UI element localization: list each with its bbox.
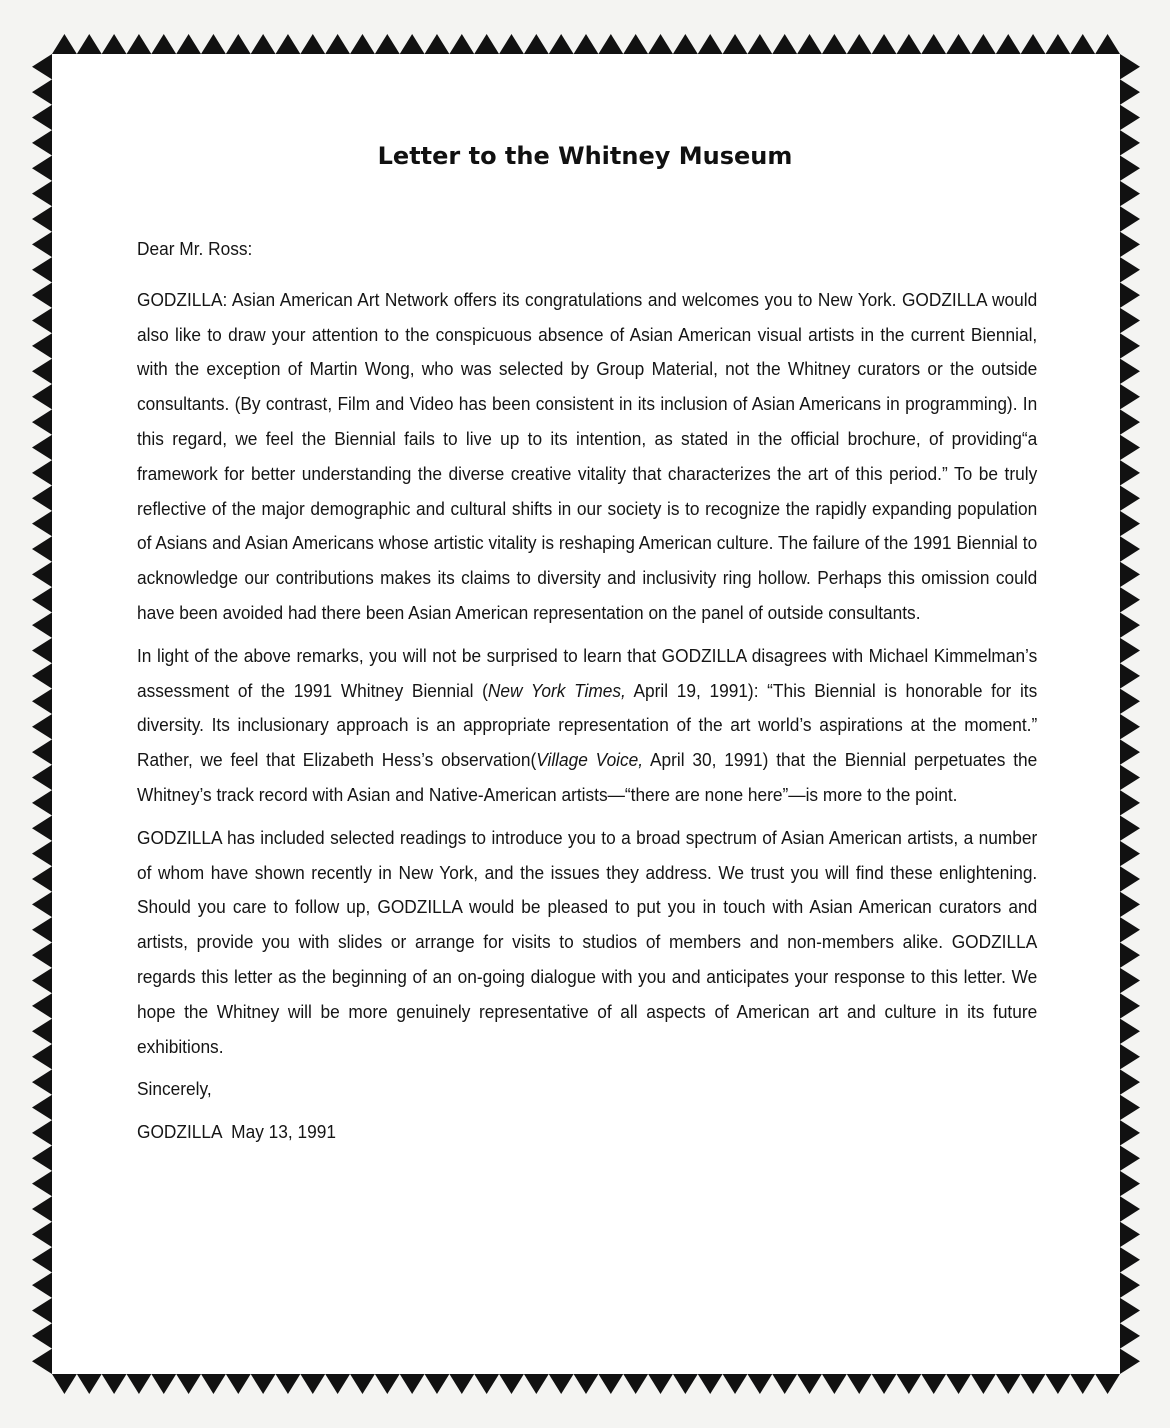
border-triangle	[151, 34, 176, 54]
border-triangle	[32, 384, 52, 409]
italic-citation: New York Times,	[487, 679, 626, 701]
border-triangle	[1120, 816, 1140, 841]
border-triangle	[598, 34, 623, 54]
border-triangle	[822, 1374, 847, 1394]
border-triangle	[1120, 257, 1140, 282]
border-triangle	[32, 1019, 52, 1044]
border-triangle	[598, 1374, 623, 1394]
border-triangle	[1120, 1019, 1140, 1044]
border-triangle	[747, 1374, 772, 1394]
border-triangle	[32, 1222, 52, 1247]
paragraph-text: In light of the above remarks, you will not be surprised to learn that GODZILLA disagrees with Michael Kimmelman’s assessment of the 1991 Whitney Biennial (	[137, 644, 1038, 701]
border-triangle	[32, 181, 52, 206]
border-triangle	[1120, 1069, 1140, 1094]
border-triangle	[896, 34, 921, 54]
border-triangle	[350, 1374, 375, 1394]
border-triangle	[176, 1374, 201, 1394]
paragraph-text: April 19, 1991): “This Biennial is honorable for its diversity. Its inclusionary approach is an appropriate representation of the art world’s aspirations at the moment.” Rather, we feel that Elizabeth Hess’s observation(	[137, 679, 1038, 771]
border-triangle	[32, 790, 52, 815]
border-triangle	[226, 1374, 251, 1394]
border-triangle	[921, 1374, 946, 1394]
border-triangle	[276, 1374, 301, 1394]
border-triangle	[449, 34, 474, 54]
paragraph-text: GODZILLA: Asian American Art Network offers its congratulations and welcomes you to New York. GODZILLA would also like to draw your attention to the conspicuous absence of Asian American visual artists in the current Biennial, with the exception of Martin Wong, who was selected by Group Material, not the Whitney curators or the outside consultants. (By contrast, Film and Video has been consistent in its inclusion of Asian Americans in programming). In this regard, we feel the Biennial fails to live up to its intention, as stated in the official brochure, of providing“a framework for better understanding the diverse creative vitality that characterizes the art of this period.” To be truly reflective of the major demographic and cultural shifts in our society is to recognize the rapidly expanding population of Asians and Asian Americans whose artistic vitality is reshaping American culture. The failure of the 1991 Biennial to acknowledge our contributions makes its claims to diversity and inclusivity ring hollow. Perhaps this omission could have been avoided had there been Asian American representation on the panel of outside consultants.	[137, 288, 1038, 623]
border-triangle	[176, 34, 201, 54]
border-triangle	[797, 1374, 822, 1394]
border-triangle	[32, 232, 52, 257]
border-triangle	[77, 1374, 102, 1394]
border-triangle	[1120, 689, 1140, 714]
border-triangle	[102, 1374, 127, 1394]
border-triangle	[1120, 1298, 1140, 1323]
border-triangle	[1120, 866, 1140, 891]
border-triangle	[276, 34, 301, 54]
border-triangle	[673, 1374, 698, 1394]
border-triangle	[1120, 765, 1140, 790]
closing: Sincerely,	[137, 1078, 212, 1100]
border-triangle	[32, 1171, 52, 1196]
border-triangle	[1120, 587, 1140, 612]
border-triangle	[102, 34, 127, 54]
border-triangle	[32, 612, 52, 637]
border-triangle	[1120, 105, 1140, 130]
paragraph-2	[137, 639, 1037, 813]
paragraph-3	[137, 821, 1037, 1065]
border-triangle	[32, 435, 52, 460]
border-triangle	[425, 34, 450, 54]
border-triangle	[32, 841, 52, 866]
border-triangle	[474, 34, 499, 54]
border-triangle	[32, 1069, 52, 1094]
border-triangle	[300, 1374, 325, 1394]
border-triangle	[1120, 612, 1140, 637]
border-triangle	[772, 1374, 797, 1394]
border-triangle	[1120, 968, 1140, 993]
letter-body	[137, 232, 1037, 1158]
border-triangle	[300, 34, 325, 54]
border-triangle	[32, 54, 52, 79]
border-triangle	[1120, 359, 1140, 384]
border-triangle	[747, 34, 772, 54]
border-triangle	[32, 105, 52, 130]
border-triangle	[400, 34, 425, 54]
border-triangle	[1120, 282, 1140, 307]
border-triangle	[623, 34, 648, 54]
border-triangle	[1120, 562, 1140, 587]
border-triangle	[32, 1247, 52, 1272]
border-triangle	[1120, 435, 1140, 460]
border-triangle	[1120, 308, 1140, 333]
border-triangle	[32, 942, 52, 967]
border-triangle	[1120, 1095, 1140, 1120]
border-triangle	[723, 34, 748, 54]
border-triangle	[32, 739, 52, 764]
border-triangle	[723, 1374, 748, 1394]
border-triangle	[1095, 34, 1120, 54]
border-triangle	[32, 1196, 52, 1221]
border-triangle	[1120, 536, 1140, 561]
border-triangle	[474, 1374, 499, 1394]
border-triangle	[1045, 34, 1070, 54]
border-triangle	[32, 257, 52, 282]
border-triangle	[1120, 511, 1140, 536]
border-triangle	[32, 1146, 52, 1171]
border-triangle	[1120, 181, 1140, 206]
border-triangle	[648, 1374, 673, 1394]
border-triangle	[151, 1374, 176, 1394]
border-triangle	[32, 359, 52, 384]
border-triangle	[1120, 1222, 1140, 1247]
border-triangle	[251, 1374, 276, 1394]
border-triangle	[32, 892, 52, 917]
border-triangle	[1070, 1374, 1095, 1394]
border-triangle	[1120, 232, 1140, 257]
border-triangle	[325, 1374, 350, 1394]
border-triangle	[847, 1374, 872, 1394]
border-triangle	[574, 34, 599, 54]
border-triangle	[896, 1374, 921, 1394]
border-triangle	[32, 562, 52, 587]
border-triangle	[32, 486, 52, 511]
border-triangle	[226, 34, 251, 54]
border-triangle	[32, 206, 52, 231]
border-triangle	[1120, 1323, 1140, 1348]
border-triangle	[1120, 54, 1140, 79]
border-triangle	[32, 79, 52, 104]
border-triangle	[449, 1374, 474, 1394]
border-triangle	[872, 1374, 897, 1394]
border-triangle	[772, 34, 797, 54]
border-triangle	[1120, 993, 1140, 1018]
paragraph-text: April 30, 1991) that the Biennial perpetuates the Whitney’s track record with Asian and Native-American artists—“there are none here”—is more to the point.	[137, 749, 1038, 805]
border-triangle	[499, 34, 524, 54]
border-triangle	[32, 1095, 52, 1120]
border-triangle	[32, 308, 52, 333]
border-triangle	[32, 511, 52, 536]
border-triangle	[127, 34, 152, 54]
border-triangle	[1120, 841, 1140, 866]
border-triangle	[872, 34, 897, 54]
border-triangle	[1120, 1272, 1140, 1297]
border-triangle	[32, 1298, 52, 1323]
border-triangle	[375, 1374, 400, 1394]
border-triangle	[1120, 663, 1140, 688]
paragraph-text: GODZILLA has included selected readings to introduce you to a broad spectrum of Asian American artists, a number of whom have shown recently in New York, and the issues they address. We trust you will find these enlightening. Should you care to follow up, GODZILLA would be pleased to put you in touch with Asian American curators and artists, provide you with slides or arrange for visits to studios of members and non-members alike. GODZILLA regards this letter as the beginning of an on-going dialogue with you and anticipates your response to this letter. We hope the Whitney will be more genuinely representative of all aspects of American art and culture in its future exhibitions.	[137, 826, 1038, 1057]
border-triangle	[946, 1374, 971, 1394]
border-triangle	[996, 1374, 1021, 1394]
border-triangle	[32, 1044, 52, 1069]
border-triangle	[1120, 409, 1140, 434]
border-triangle	[1120, 1120, 1140, 1145]
border-triangle	[1021, 34, 1046, 54]
border-triangle	[32, 460, 52, 485]
border-triangle	[1120, 1247, 1140, 1272]
border-triangle	[1120, 486, 1140, 511]
border-triangle	[574, 1374, 599, 1394]
border-triangle	[52, 34, 77, 54]
border-triangle	[32, 282, 52, 307]
border-triangle	[32, 1272, 52, 1297]
border-triangle	[648, 34, 673, 54]
border-triangle	[32, 968, 52, 993]
border-triangle	[32, 993, 52, 1018]
border-triangle	[32, 536, 52, 561]
border-triangle	[1120, 1146, 1140, 1171]
border-triangle	[797, 34, 822, 54]
border-triangle	[822, 34, 847, 54]
border-triangle	[698, 34, 723, 54]
border-triangle	[1070, 34, 1095, 54]
border-triangle	[1120, 79, 1140, 104]
border-triangle	[32, 663, 52, 688]
border-triangle	[1120, 739, 1140, 764]
border-triangle	[425, 1374, 450, 1394]
border-triangle	[549, 34, 574, 54]
border-triangle	[847, 34, 872, 54]
signature: GODZILLA May 13, 1991	[137, 1121, 336, 1143]
border-triangle	[921, 34, 946, 54]
border-triangle	[1120, 790, 1140, 815]
border-triangle	[1120, 1044, 1140, 1069]
salutation: Dear Mr. Ross:	[137, 238, 253, 259]
border-triangle	[524, 1374, 549, 1394]
border-triangle	[1120, 333, 1140, 358]
border-triangle	[1045, 1374, 1070, 1394]
italic-citation: Village Voice,	[536, 749, 644, 771]
border-triangle	[201, 1374, 226, 1394]
border-triangle	[971, 1374, 996, 1394]
border-triangle	[32, 1349, 52, 1374]
border-triangle	[32, 917, 52, 942]
border-triangle	[1095, 1374, 1120, 1394]
border-triangle	[1120, 1171, 1140, 1196]
border-triangle	[1120, 384, 1140, 409]
border-triangle	[623, 1374, 648, 1394]
border-triangle	[32, 587, 52, 612]
border-triangle	[127, 1374, 152, 1394]
border-triangle	[32, 1120, 52, 1145]
border-triangle	[1120, 942, 1140, 967]
border-triangle	[1120, 1196, 1140, 1221]
border-triangle	[201, 34, 226, 54]
border-triangle	[350, 34, 375, 54]
border-triangle	[971, 34, 996, 54]
border-triangle	[375, 34, 400, 54]
border-triangle	[1120, 638, 1140, 663]
paragraph-1	[137, 283, 1037, 631]
border-triangle	[1120, 460, 1140, 485]
border-triangle	[996, 34, 1021, 54]
border-triangle	[1120, 714, 1140, 739]
border-triangle	[32, 866, 52, 891]
border-triangle	[32, 409, 52, 434]
border-triangle	[251, 34, 276, 54]
border-triangle	[946, 34, 971, 54]
border-triangle	[325, 34, 350, 54]
border-triangle	[524, 34, 549, 54]
border-triangle	[32, 714, 52, 739]
border-triangle	[32, 765, 52, 790]
border-triangle	[1120, 1349, 1140, 1374]
border-triangle	[32, 689, 52, 714]
border-triangle	[52, 1374, 77, 1394]
border-triangle	[698, 1374, 723, 1394]
border-triangle	[1120, 206, 1140, 231]
border-triangle	[499, 1374, 524, 1394]
border-triangle	[400, 1374, 425, 1394]
border-triangle	[549, 1374, 574, 1394]
border-triangle	[673, 34, 698, 54]
border-triangle	[32, 638, 52, 663]
letter-title: Letter to the Whitney Museum	[377, 142, 793, 170]
border-triangle	[32, 1323, 52, 1348]
border-triangle	[1120, 917, 1140, 942]
border-triangle	[32, 816, 52, 841]
border-triangle	[77, 34, 102, 54]
border-triangle	[1021, 1374, 1046, 1394]
border-triangle	[32, 333, 52, 358]
border-triangle	[1120, 892, 1140, 917]
